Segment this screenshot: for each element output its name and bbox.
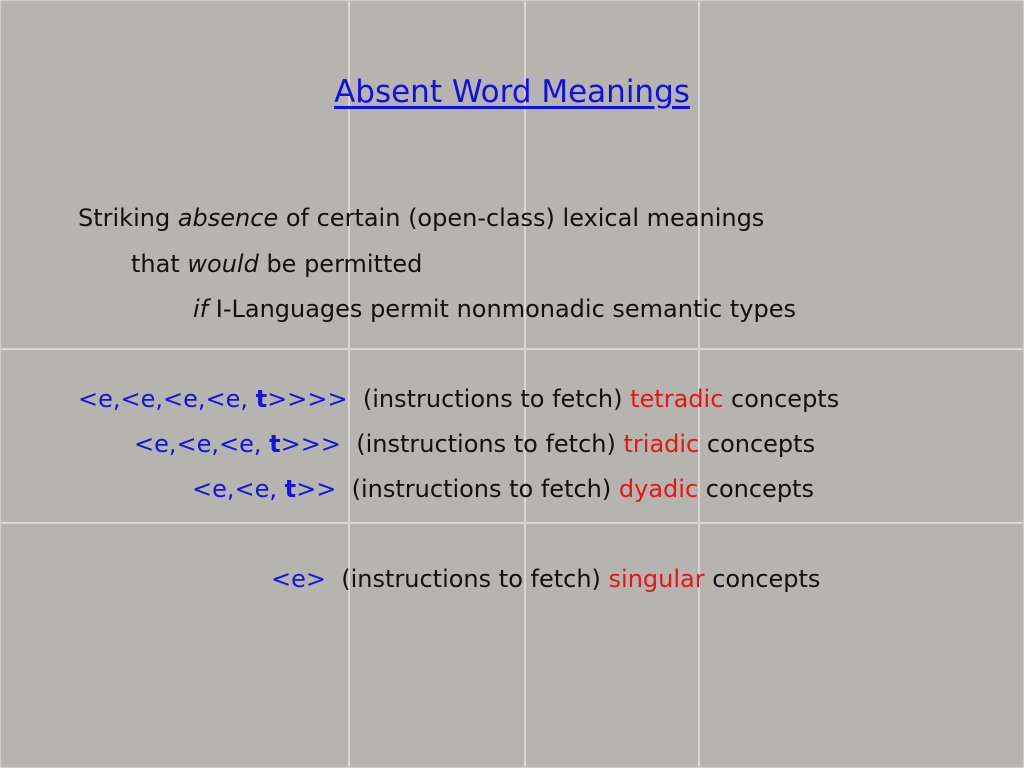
type-row-singular [271,565,820,593]
intro-line-1 [78,204,764,232]
type-signature-post: >> [296,475,337,503]
type-signature-pre: <e,<e, [192,475,285,503]
intro-line-2-emphasis: would [187,250,259,278]
type-row-highlight: singular [608,565,705,593]
type-row-tetradic [78,385,839,413]
type-row-tail: concepts [698,475,814,503]
intro-line-1-pre: Striking [78,204,178,232]
type-row-highlight: triadic [623,430,700,458]
type-signature-t: t [284,475,297,503]
intro-line-2 [131,250,422,278]
intro-line-3-post: I-Languages permit nonmonadic semantic types [208,295,796,323]
type-row-middle: (instructions to fetch) [340,430,624,458]
intro-line-3-emphasis: if [193,295,209,323]
type-row-highlight: dyadic [618,475,699,503]
type-signature-pre: <e,<e,<e, [134,430,270,458]
type-row-dyadic [192,475,814,503]
type-row-tail: concepts [699,430,816,458]
type-row-middle: (instructions to fetch) [347,385,631,413]
type-signature-pre: <e> [271,565,326,593]
type-row-triadic [134,430,815,458]
intro-line-1-post: of certain (open-class) lexical meanings [278,204,765,232]
slide-title[interactable]: Absent Word Meanings [334,74,690,110]
type-signature-post: >>> [280,430,341,458]
type-row-tail: concepts [723,385,840,413]
intro-line-2-pre: that [131,250,188,278]
type-signature-post: >>>> [267,385,348,413]
intro-line-3 [193,295,796,323]
type-row-highlight: tetradic [630,385,724,413]
type-row-middle: (instructions to fetch) [325,565,609,593]
type-signature-pre: <e,<e,<e,<e, [78,385,256,413]
intro-line-1-emphasis: absence [177,204,279,232]
type-row-middle: (instructions to fetch) [336,475,619,503]
type-row-tail: concepts [704,565,821,593]
type-signature-t: t [255,385,268,413]
type-signature-t: t [269,430,281,458]
intro-line-2-post: be permitted [258,250,423,278]
